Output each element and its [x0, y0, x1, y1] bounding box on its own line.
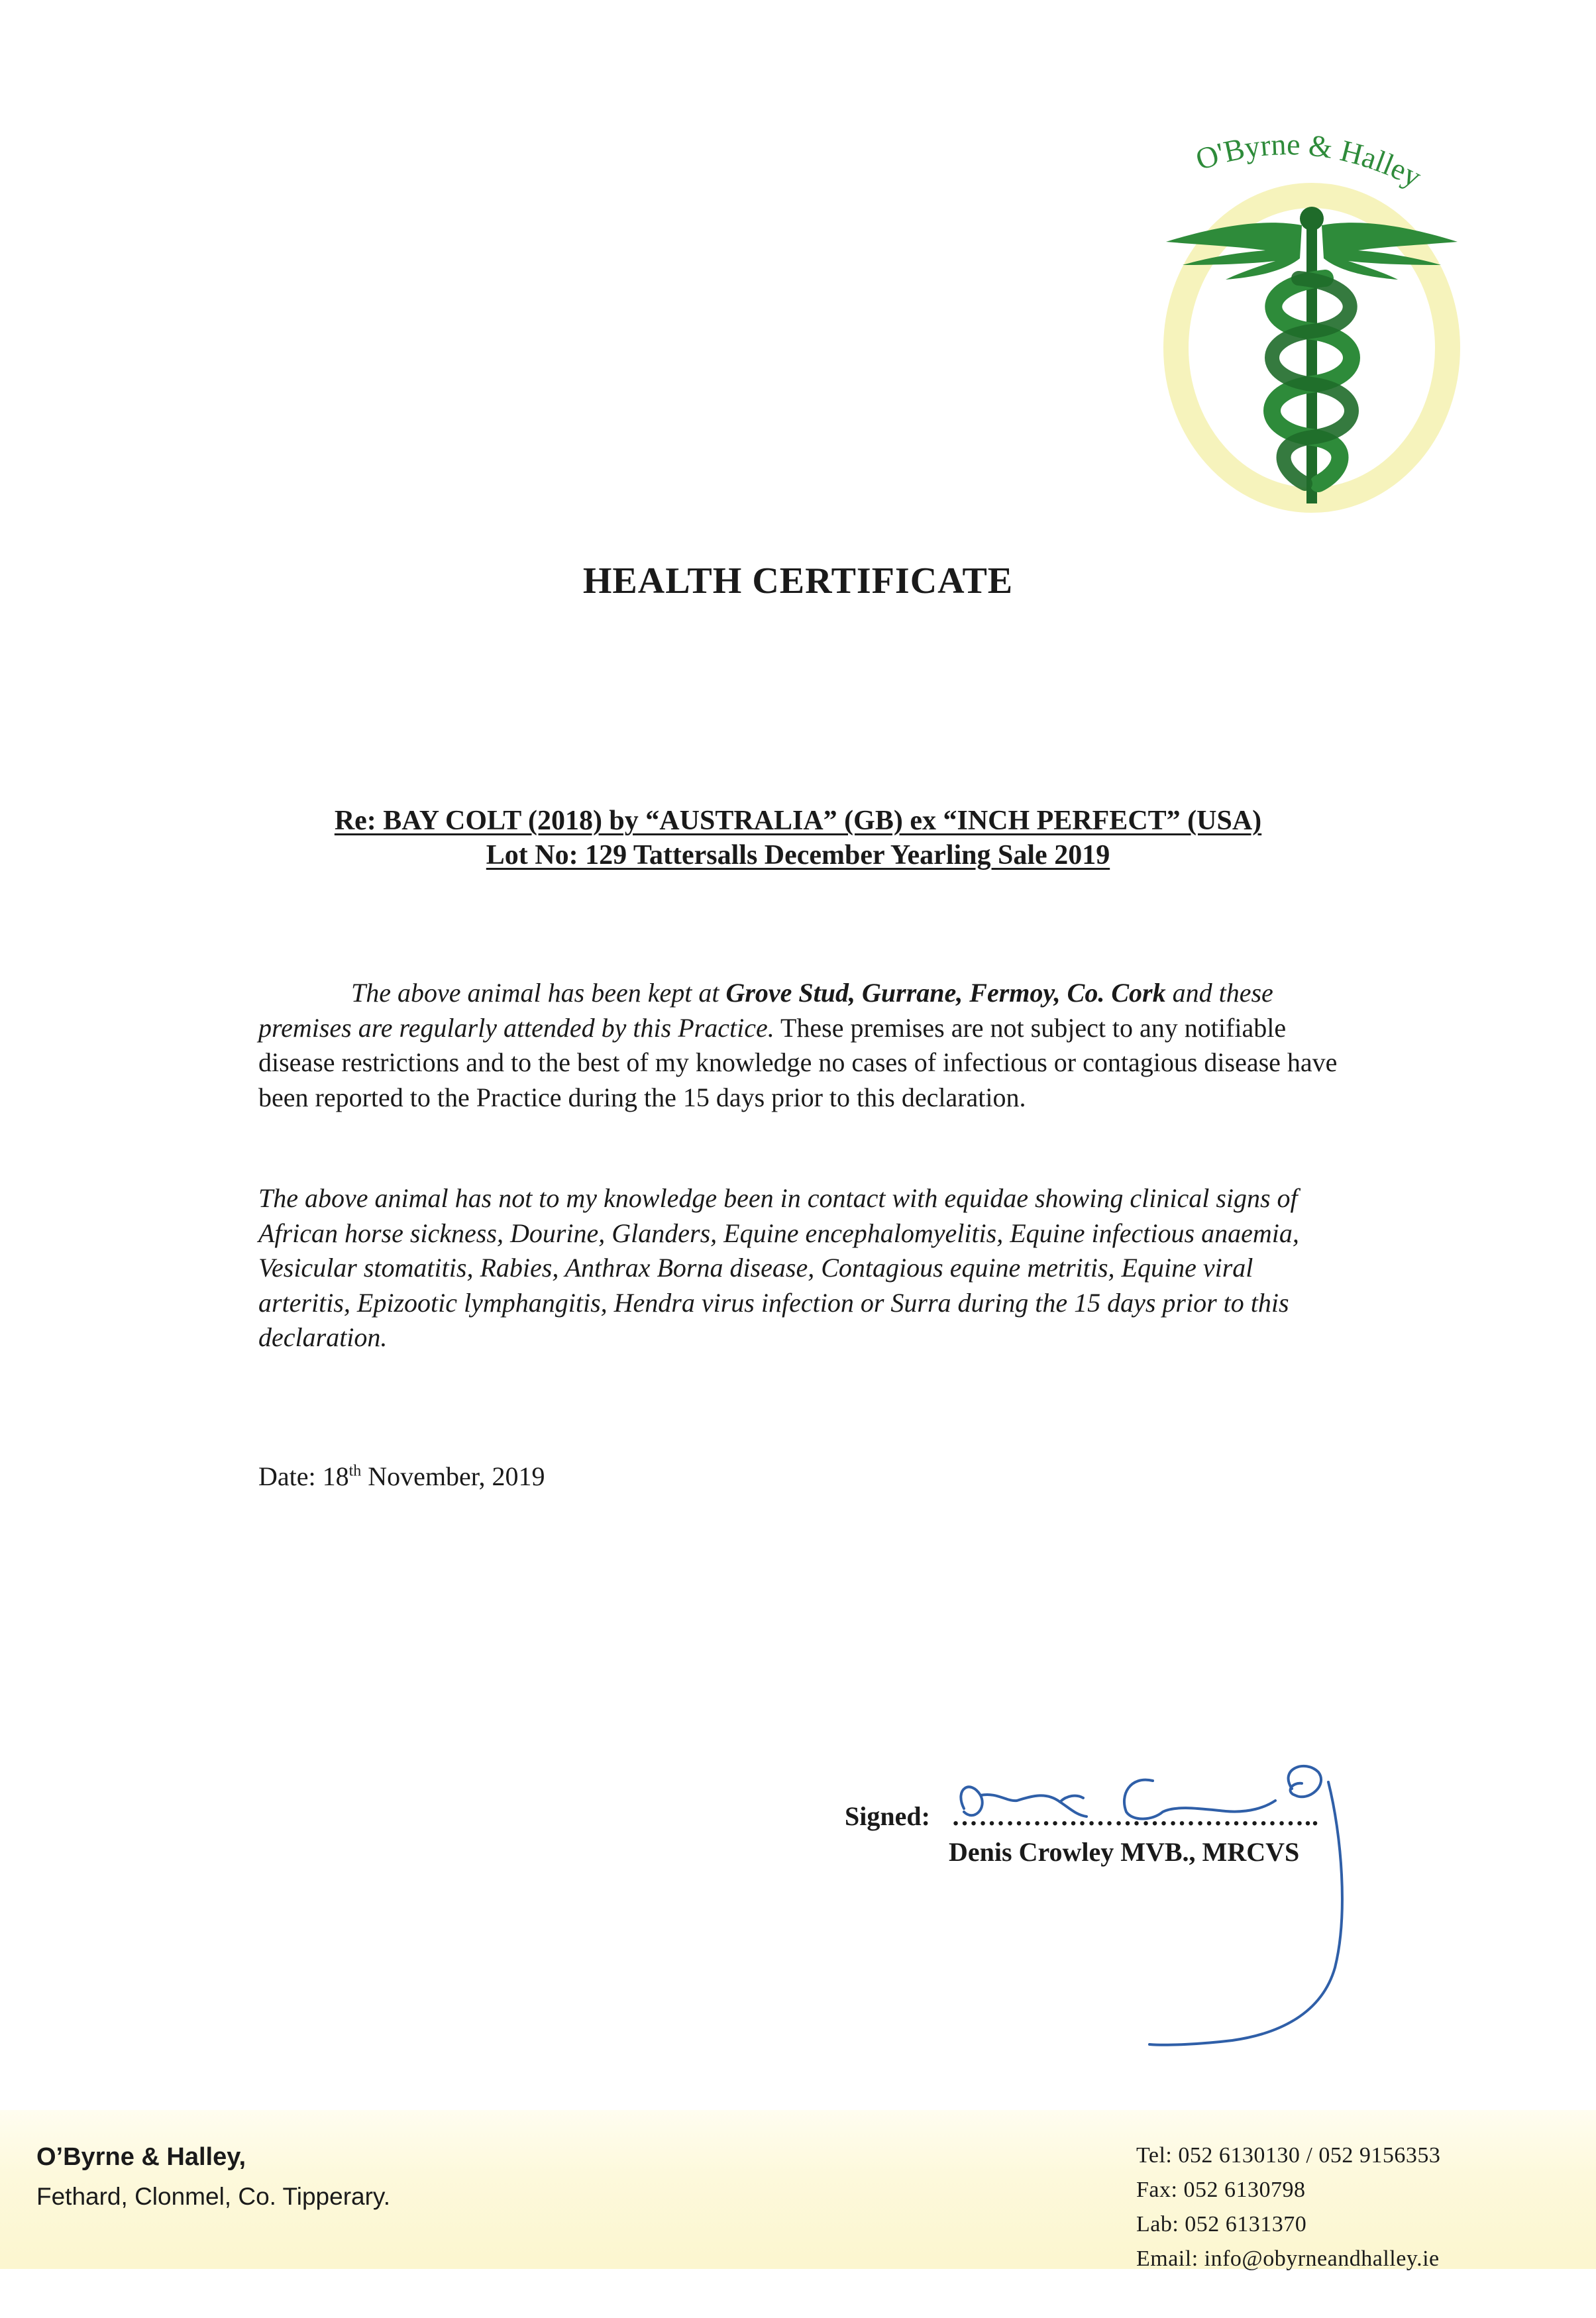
date-day: 18 [322, 1461, 349, 1491]
re-line-horse: Re: BAY COLT (2018) by “AUSTRALIA” (GB) ex “INCH PERFECT” (USA) [334, 806, 1262, 836]
date-suffix: th [348, 1462, 362, 1480]
premises-name: Grove Stud, Gurrane, Fermoy, Co. Cork [725, 978, 1166, 1008]
signature-dotted-line: ………………………………….. [951, 1801, 1319, 1831]
paragraph-premises [258, 976, 1345, 1115]
signer-name: Denis Crowley MVB., MRCVS [949, 1837, 1300, 1867]
footer-fax: Fax: 052 6130798 [1136, 2178, 1306, 2202]
obyrne-halley-logo [1126, 126, 1497, 523]
signed-label: Signed: [845, 1801, 930, 1831]
handwritten-signature [934, 1729, 1398, 2074]
paragraph1-intro: The above animal has been kept at [351, 978, 726, 1008]
footer-address: Fethard, Clonmel, Co. Tipperary. [36, 2183, 390, 2210]
footer-tel: Tel: 052 6130130 / 052 9156353 [1136, 2143, 1441, 2168]
footer-practice-name: O’Byrne & Halley, [36, 2143, 246, 2171]
footer-contact-block [1136, 2138, 1440, 2276]
footer-email: Email: info@obyrneandhalley.ie [1136, 2246, 1440, 2271]
paragraph1-rest: These premises are not subject to any notifiable disease restrictions and to the best of my knowledge no cases of infectious or contagious disease have been reported to the Practice during the 15 days prior to this declaration. [258, 1012, 1338, 1112]
date-label: Date: [258, 1461, 323, 1491]
declaration-date [258, 1461, 545, 1492]
caduceus-staff [1306, 225, 1317, 503]
footer-lab: Lab: 052 6131370 [1136, 2212, 1307, 2237]
date-rest: November, 2019 [361, 1461, 545, 1491]
paragraph-contact-declaration: The above animal has not to my knowledge been in contact with equidae showing clinical signs of African horse sickness, Dourine, Glanders, Equine encephalomyelitis, Equine infectious anaemia, Vesicular stomatitis, Rabies, Anthrax Borna disease, Contagious equine metritis, Equine viral arteritis, Epizootic lymphangitis, Hendra virus infection or Surra during the 15 days prior to this declaration. [258, 1183, 1299, 1352]
page-title: HEALTH CERTIFICATE [582, 560, 1014, 602]
staff-top [1300, 207, 1324, 231]
re-line-lot: Lot No: 129 Tattersalls December Yearling Sale 2019 [486, 840, 1110, 870]
logo-arc-text: O'Byrne & Halley [1191, 127, 1427, 194]
paragraph1-middle: and these premises are regularly attended by this Practice. [258, 978, 1273, 1043]
